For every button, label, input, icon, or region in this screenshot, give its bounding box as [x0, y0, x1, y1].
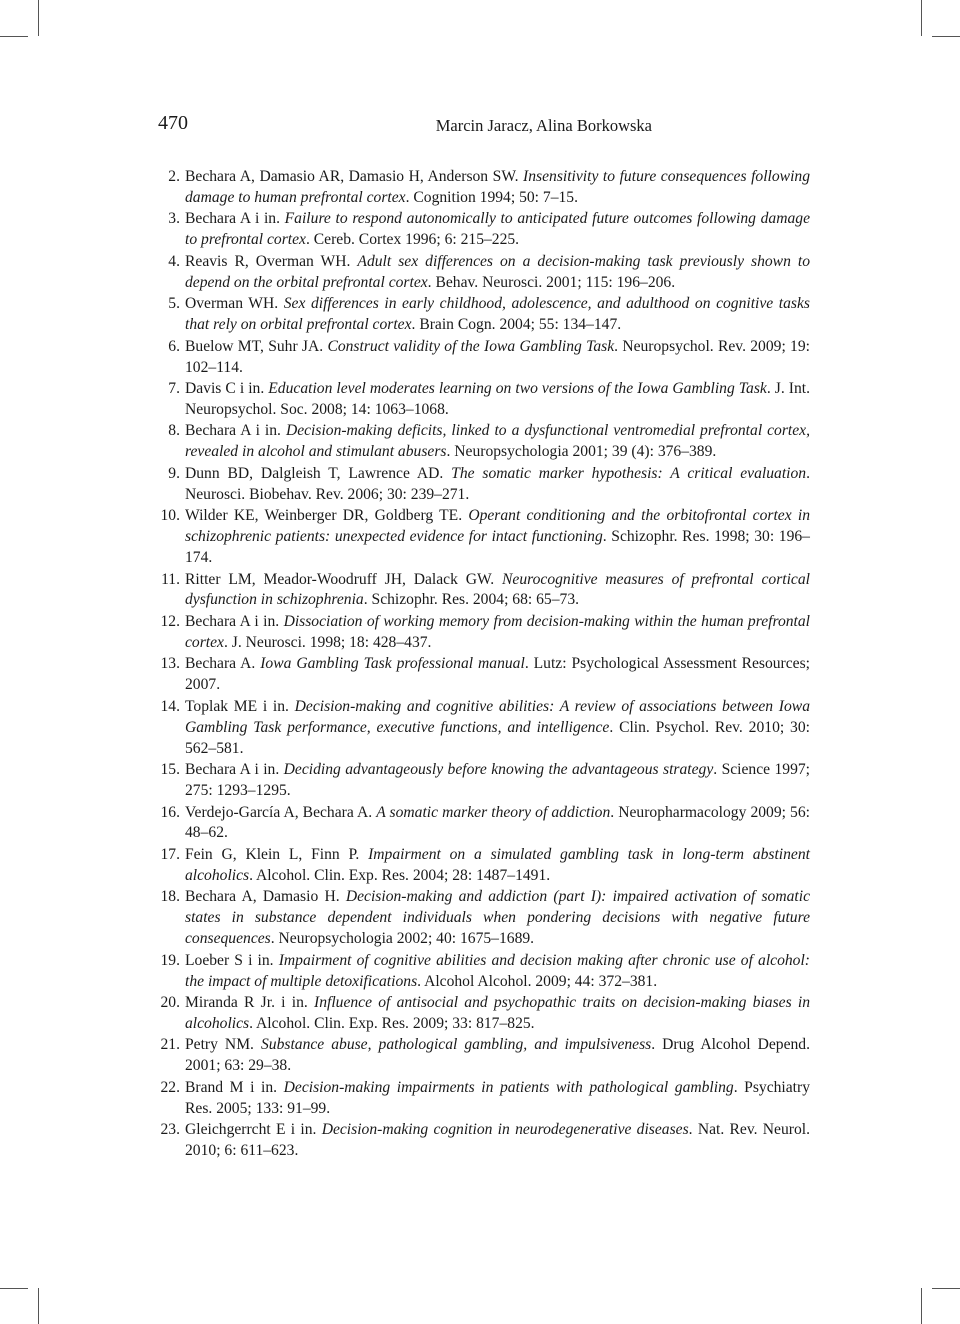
crop-mark [38, 1288, 39, 1324]
reference-authors: Gleichgerrcht E i in. [185, 1121, 322, 1139]
reference-number: 7. [168, 380, 180, 398]
reference-authors: Davis C i in. [185, 380, 269, 398]
reference-number: 6. [168, 337, 180, 355]
reference-source: . Brain Cogn. 2004; 55: 134–147. [411, 316, 622, 334]
reference-title: Decision-making cognition in neurodegenerative diseases [321, 1121, 689, 1139]
reference-authors: Overman WH. [185, 295, 284, 313]
reference-title: Adult sex differences on a decision-making task previously shown to depend on the orbital prefrontal cortex [185, 252, 811, 291]
reference-source: . Neuropsychologia 2002; 40: 1675–1689. [270, 930, 535, 948]
reference-source: . Alcohol. Clin. Exp. Res. 2004; 28: 1487–1491. [249, 866, 551, 884]
page-number: 470 [158, 112, 188, 134]
reference-number: 15. [160, 761, 180, 779]
reference-source: . Drug Alcohol Depend. 2001; 63: 29–38. [185, 1036, 810, 1075]
reference-title: Dissociation of working memory from decision-making within the human prefrontal cortex [185, 612, 810, 651]
reference-number: 3. [168, 210, 180, 228]
reference-authors: Ritter LM, Meador-Woodruff JH, Dalack GW. [185, 570, 503, 588]
crop-mark [932, 36, 960, 37]
reference-source: . Neuropharmacology 2009; 56: 48–62. [185, 803, 810, 842]
reference-item [154, 167, 810, 209]
reference-item [154, 612, 810, 654]
reference-source: . Cognition 1994; 50: 7–15. [405, 188, 579, 206]
reference-authors: Petry NM. [185, 1036, 261, 1054]
reference-source: . Neuropsychol. Rev. 2009; 19: 102–114. [185, 337, 810, 376]
reference-number: 11. [161, 570, 180, 588]
reference-title: Decision-making impairments in patients with pathological gambling [283, 1078, 734, 1096]
reference-title: Operant conditioning and the orbitofrontal cortex in schizophrenic patients: unexpected evidence for intact functioning [185, 507, 810, 546]
reference-number: 8. [168, 422, 180, 440]
reference-source: . J. Int. Neuropsychol. Soc. 2008; 14: 1063–1068. [185, 380, 810, 418]
reference-item [154, 951, 810, 993]
reference-number: 18. [160, 888, 180, 906]
reference-item [154, 887, 810, 950]
reference-list [154, 167, 810, 1163]
reference-authors: Dunn BD, Dalgleish T, Lawrence AD. [185, 464, 452, 482]
reference-item [154, 654, 810, 696]
reference-source: . Nat. Rev. Neurol. 2010; 6: 611–623. [185, 1121, 810, 1160]
reference-title: Decision-making and cognitive abilities: A review of associations between Iowa Gambling Task performance, executive functions, and intelligence [185, 697, 810, 736]
reference-number: 22. [160, 1078, 180, 1096]
reference-source: . J. Neurosci. 1998; 18: 428–437. [223, 633, 432, 651]
reference-title: Substance abuse, pathological gambling, and impulsiveness [260, 1036, 652, 1054]
reference-title: Construct validity of the Iowa Gambling Task [327, 337, 615, 355]
crop-mark [921, 0, 922, 36]
reference-source: . Neurosci. Biobehav. Rev. 2006; 30: 239–271. [185, 464, 810, 503]
crop-mark [38, 0, 39, 36]
reference-item [154, 252, 810, 294]
reference-item [154, 1120, 810, 1162]
reference-authors: Brand M i in. [185, 1078, 284, 1096]
crop-mark [0, 1288, 28, 1289]
reference-number: 17. [160, 845, 180, 863]
reference-source: . Schizophr. Res. 2004; 68: 65–73. [363, 591, 580, 609]
reference-item [154, 697, 810, 760]
reference-source: . Cereb. Cortex 1996; 6: 215–225. [305, 231, 520, 249]
reference-item [154, 209, 810, 251]
reference-number: 23. [160, 1121, 180, 1139]
reference-authors: Bechara A i in. [185, 612, 284, 630]
reference-source: . Alcohol Alcohol. 2009; 44: 372–381. [417, 972, 658, 990]
reference-item [154, 760, 810, 802]
reference-item [154, 570, 810, 612]
reference-source: . Lutz: Psychological Assessment Resources; 2007. [185, 655, 810, 694]
reference-title: Education level moderates learning on two versions of the Iowa Gambling Task [268, 380, 767, 398]
reference-title: Neurocognitive measures of prefrontal cortical dysfunction in schizophrenia [185, 570, 810, 609]
reference-authors: Bechara A i in. [185, 210, 285, 228]
reference-source: . Alcohol. Clin. Exp. Res. 2009; 33: 817–825. [249, 1014, 535, 1032]
reference-authors: Buelow MT, Suhr JA. [185, 337, 328, 355]
reference-title: Decision-making and addiction (part I): impaired activation of somatic states in substance dependent individuals when pondering decisions with negative future consequences [185, 888, 810, 948]
reference-title: The somatic marker hypothesis: A critical evaluation [451, 464, 807, 482]
running-head-authors: Marcin Jaracz, Alina Borkowska [435, 116, 652, 135]
reference-title: Insensitivity to future consequences following damage to human prefrontal cortex [185, 168, 810, 206]
running-header [158, 112, 652, 144]
reference-source: . Neuropsychologia 2001; 39 (4): 376–389. [446, 443, 717, 461]
reference-item [154, 1078, 810, 1120]
reference-number: 14. [160, 697, 180, 715]
reference-authors: Bechara A. [185, 655, 261, 673]
reference-item [154, 803, 810, 845]
reference-source: . Psychiatry Res. 2005; 133: 91–99. [185, 1078, 810, 1117]
reference-number: 21. [160, 1036, 180, 1054]
reference-number: 4. [168, 252, 180, 270]
reference-number: 2. [168, 168, 180, 185]
reference-source: . Behav. Neurosci. 2001; 115: 196–206. [427, 273, 676, 291]
reference-number: 16. [160, 803, 180, 821]
reference-title: A somatic marker theory of addiction [376, 803, 611, 821]
reference-authors: Bechara A i in. [185, 761, 284, 779]
reference-item [154, 464, 810, 506]
reference-authors: Bechara A, Damasio AR, Damasio H, Anderson SW. [185, 168, 524, 185]
reference-authors: Miranda R Jr. i in. [185, 994, 314, 1012]
reference-title: Failure to respond autonomically to anticipated future outcomes following damage to prefrontal cortex [185, 210, 810, 249]
reference-number: 9. [168, 464, 180, 482]
reference-source: . Clin. Psychol. Rev. 2010; 30: 562–581. [185, 718, 810, 757]
reference-number: 12. [160, 612, 180, 630]
reference-item [154, 1035, 810, 1077]
reference-title: Sex differences in early childhood, adolescence, and adulthood on cognitive tasks that rely on orbital prefrontal cortex [185, 295, 810, 334]
reference-authors: Bechara A i in. [185, 422, 286, 440]
reference-authors: Bechara A, Damasio H. [185, 888, 346, 906]
reference-authors: Loeber S i in. [185, 951, 279, 969]
reference-number: 20. [160, 994, 180, 1012]
reference-title: Impairment of cognitive abilities and decision making after chronic use of alcohol: the impact of multiple detoxifications [185, 951, 810, 990]
reference-item [154, 845, 810, 887]
reference-item [154, 993, 810, 1035]
reference-authors: Fein G, Klein L, Finn P. [185, 845, 369, 863]
reference-item [154, 379, 810, 421]
reference-source: . Science 1997; 275: 1293–1295. [185, 761, 810, 799]
reference-number: 13. [160, 655, 180, 673]
crop-mark [0, 36, 28, 37]
reference-authors: Verdejo-García A, Bechara A. [185, 803, 377, 821]
reference-item [154, 421, 810, 463]
reference-number: 5. [168, 295, 180, 313]
reference-authors: Wilder KE, Weinberger DR, Goldberg TE. [185, 507, 469, 525]
reference-title: Impairment on a simulated gambling task in long-term abstinent alcoholics [185, 845, 810, 884]
crop-mark [921, 1288, 922, 1324]
reference-item [154, 337, 810, 379]
reference-number: 10. [160, 507, 180, 525]
reference-title: Deciding advantageously before knowing the advantageous strategy [283, 761, 714, 779]
reference-item [154, 506, 810, 569]
reference-title: Decision-making deficits, linked to a dysfunctional ventromedial prefrontal cortex, revealed in alcohol and stimulant abusers [185, 422, 810, 461]
reference-item [154, 294, 810, 336]
reference-source: . Schizophr. Res. 1998; 30: 196–174. [185, 528, 810, 567]
reference-title: Influence of antisocial and psychopathic traits on decision-making biases in alcoholics [185, 994, 810, 1032]
reference-authors: Reavis R, Overman WH. [185, 252, 358, 270]
reference-number: 19. [160, 951, 180, 969]
reference-title: Iowa Gambling Task professional manual [260, 655, 525, 673]
crop-mark [932, 1288, 960, 1289]
reference-authors: Toplak ME i in. [185, 697, 295, 715]
